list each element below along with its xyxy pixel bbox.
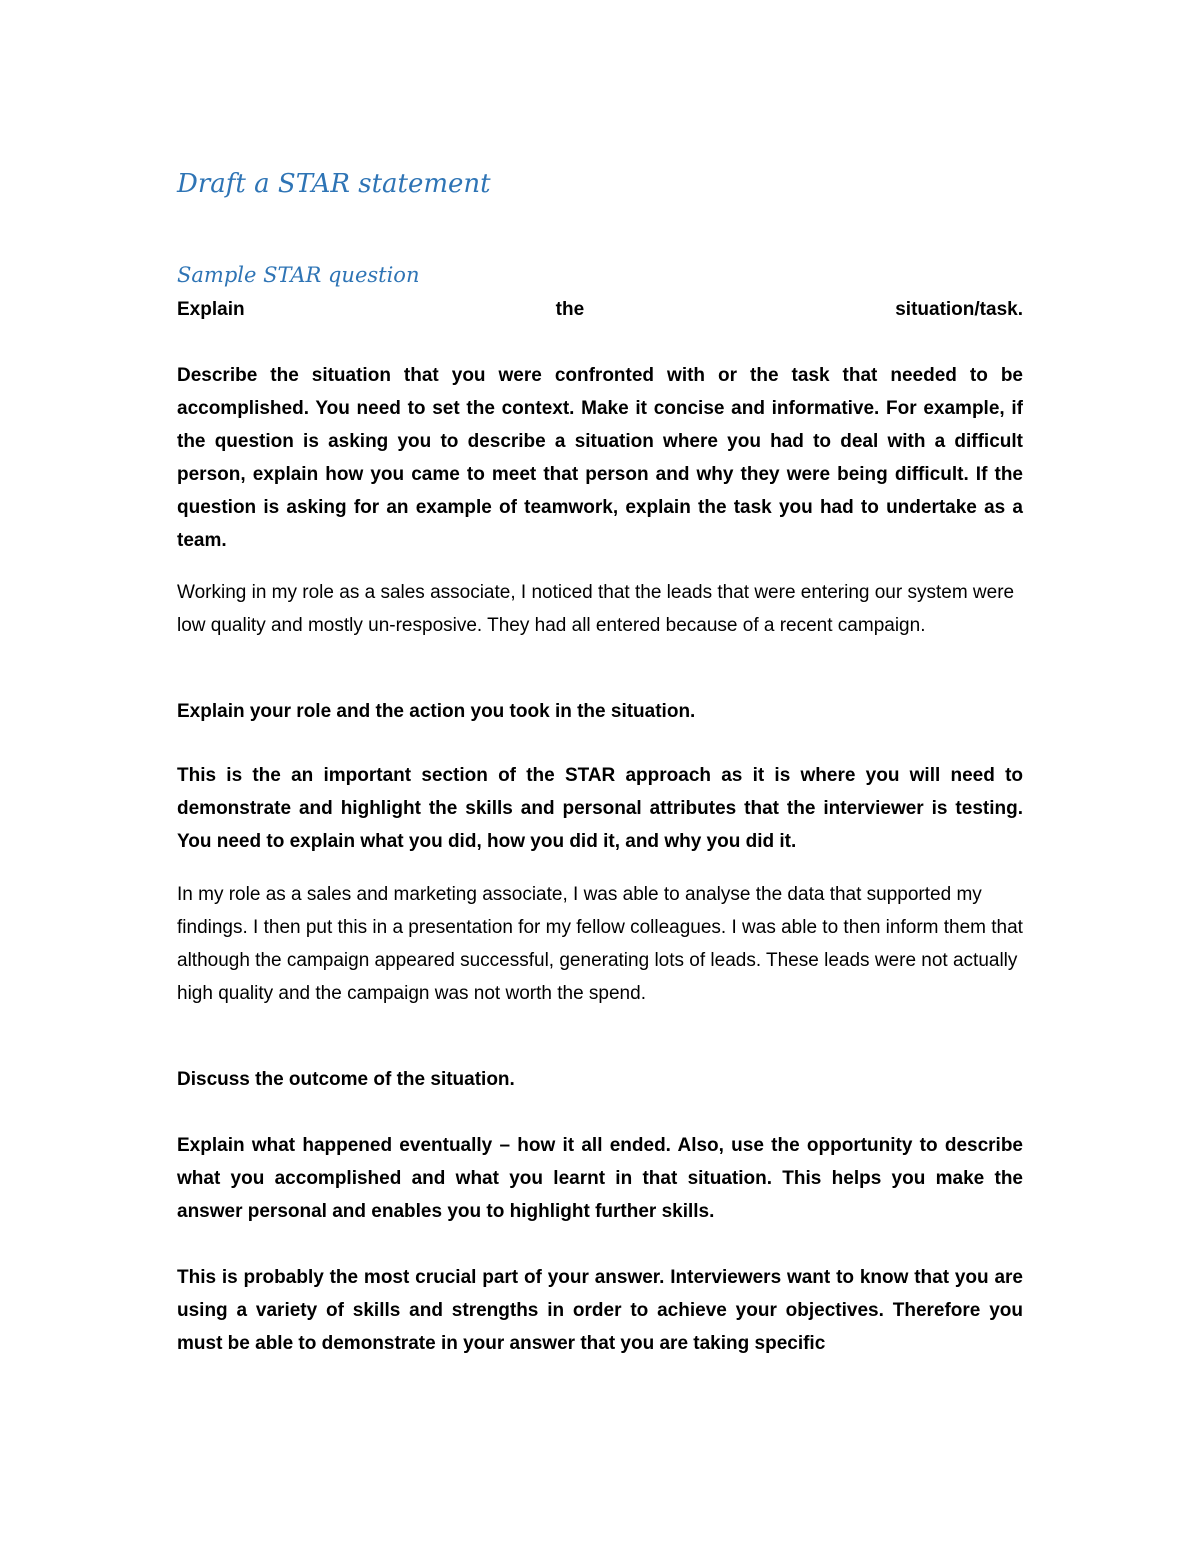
result-guidance: Explain what happened eventually – how it all ended. Also, use the opportunity to describe what you accomplished and what you learnt in that situation. This helps you make the answer personal and enables you to highlight further skills. (177, 1135, 1023, 1222)
result-heading: Discuss the outcome of the situation. (177, 1069, 515, 1090)
question-prompt (177, 293, 1023, 326)
page-title: Draft a STAR statement (177, 169, 491, 199)
situation-guidance: Describe the situation that you were confronted with or the task that needed to be accomplished. You need to set the context. Make it concise and informative. For example, if the question is asking you to describe a situation where you had to deal with a difficult person, explain how you came to meet that person and why they were being difficult. If the question is asking for an example of teamwork, explain the task you had to undertake as a team. (177, 365, 1023, 551)
section-subtitle: Sample STAR question (177, 263, 420, 287)
prompt-word: Explain (177, 299, 245, 320)
action-heading: Explain your role and the action you took in the situation. (177, 701, 696, 722)
situation-answer: Working in my role as a sales associate, I noticed that the leads that were entering our system were low quality and mostly un-resposive. They had all entered because of a recent campaign. (177, 582, 1015, 636)
prompt-word: the (555, 299, 585, 320)
prompt-word: situation/task. (895, 299, 1023, 320)
action-answer: In my role as a sales and marketing associate, I was able to analyse the data that supported my findings. I then put this in a presentation for my fellow colleagues. I was able to then inform them that although the campaign appeared successful, generating lots of leads. These leads were not actually high quality and the campaign was not worth the spend. (177, 884, 1023, 1004)
action-guidance: This is the an important section of the STAR approach as it is where you will need to demonstrate and highlight the skills and personal attributes that the interviewer is testing. You need to explain what you did, how you did it, and why you did it. (177, 765, 1023, 852)
result-importance: This is probably the most crucial part of your answer. Interviewers want to know that you are using a variety of skills and strengths in order to achieve your objectives. Therefore you must be able to demonstrate in your answer that you are taking specific (177, 1267, 1023, 1354)
